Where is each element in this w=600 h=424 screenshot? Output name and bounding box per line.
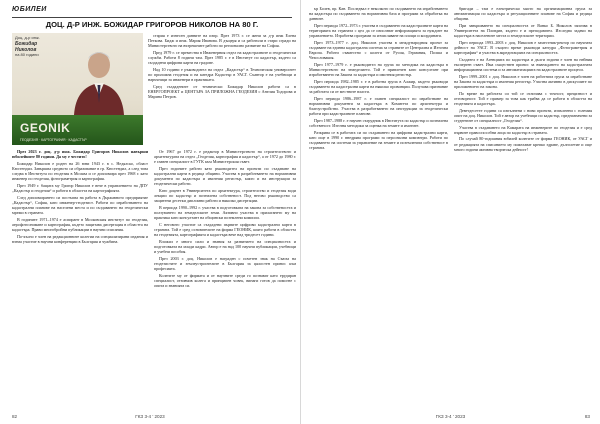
paragraph: През периода 1982–1985 г. е в работна група в Алжир, където ръководи създаването на кадастрални карти на няколко провинции. Получава признание за работата си от местните власти.: [309, 78, 448, 94]
right-col1: [309, 6, 448, 406]
paragraph: Сред създадените от технически Божидар Николов работи са в ЕНЕРГОПРОЕКТ и ЦЕНТЪРА ЗА ПРИЛОЖНА ГЕОДЕЗИЯ с Анелия Тодорова и Марина Петров.: [148, 83, 296, 99]
company-logo: [12, 115, 143, 145]
left-col1-lower: [12, 149, 148, 407]
paragraph: Като доцент в Университета по архитектура, строителство и геодезия води лекции по кадастър и поземлена собственост. Под негово ръководство са защитени десетки дипломни работи и няколко дисертации.: [154, 187, 296, 204]
paragraph: ър Болев, пр. Кан. Последвал е неколкото по създаването на изработването на кадастъра по създаването на нормативна база и програми за обработка на данните.: [309, 6, 448, 22]
paragraph: С неговото участие са създадени първите цифрови кадастрални карти в страната. Той е сред основателите на фирма ГЕОНИК, която работи в областта на геодезията, картографията и кадастъра вече над тридесет години.: [154, 221, 296, 237]
section-label: ЮБИЛЕИ: [12, 6, 47, 13]
paragraph: През 1973–1977 г. доц. Николов участва в международния проект за създаване на единна кадастрална система за страните от Централна и Източна Европа. Работи съвместно с колеги от Русия, Германия, Полша и Чехословакия.: [309, 39, 448, 61]
logo-wordmark: GEONIK: [20, 121, 71, 135]
section-divider: [12, 17, 292, 18]
paragraph: Участва в създаването на Камарата на инженерите по геодезия и е сред първите правоспособни лица по кадастър в страната.: [454, 124, 592, 135]
paragraph: През периода 1986–1987 г. е главен специалист по изработване на нормативни документи за кадастъра в Комитета по архитектура и благоустройство. Участва в разработването на инструкции за геодезически работи при кадастралните планове.: [309, 95, 448, 116]
paragraph: През 1987–1988 г. е научен сътрудник в Института по кадастър и поземлена собственост. Изготвя методики за оценка на земите и имотите.: [309, 117, 448, 128]
paragraph: През 1977–1979 г. е ръководител на група по методика на кадастъра в Министерството на земеделието. Той е привлечен като консултант при изработването на Закона за кадастъра и имотния регистър.: [309, 61, 448, 77]
paragraph: По време на работата си той се отличава с точност, прецизност и отговорност. Той е пример за това как трябва да се работи в областта на геодезията и кадастъра.: [454, 90, 592, 106]
journal-issue-left: ГКЗ 3-4 ’ 2023: [135, 414, 165, 419]
caption-prefix: Доц. д-р инж.: [15, 35, 40, 40]
paragraph-lead: През 2023 г. доц. д-р инж. Божидар Григоров Николов навърши юбилейните 80 години. Да му е честито!: [12, 149, 148, 160]
left-col2: [154, 149, 296, 407]
paragraph: През 2003 г. доц. Николов е награден с почетен знак на Съюза на геодезистите и землеустроителите в България за цялостен принос към професията.: [154, 255, 296, 271]
right-col2: [454, 6, 592, 406]
paragraph: През периода 1972–1973 г. участва в създаването на кадастралните карти на територията на страната с цел да се използват информацията за нуждите на управлението. Изработва програми за изчисляване на площи и координати.: [309, 22, 448, 39]
paragraph: В периода 1990–1992 г. участва в подготовката на закона за собствеността и ползуването на земеделските земи. Активно участва в прилагането му на практика като консултант на общински поземлени комисии.: [154, 204, 296, 220]
paragraph: Създател е на Агенцията по кадастъра и дълги години е член на нейния експертен съвет. Има съществен принос за въвеждането на кадастралната информационна система и за автоматизацията на кадастралните процеси.: [454, 56, 592, 72]
paragraph: По-късно е член на редакционните колегии на специализирани издания и взема участие в научни конференции в България и чужбина.: [12, 233, 148, 244]
left-col1-upper: [148, 33, 296, 145]
portrait-figure: [70, 43, 128, 115]
logo-tagline: ГЕОДЕЗИЯ · КАРТОГРАФИЯ · КАДАСТЪР: [20, 138, 87, 142]
paragraph: По случай 80-годишния юбилей колегите от фирма ГЕОНИК, от УАСГ и от редакцията на списанието му пожелават крепко здраве, дълголетие и още много години активна творческа дейност!: [454, 136, 592, 152]
paragraph: След дипломирането си постъпва на работа в Държавното предприятие „Кадастър“, София, като инженер-геодезист. Работи по изработването на кадастрални планове на населени места и по създаването на геодезически мрежи в страната.: [12, 194, 148, 215]
page-number-left: 82: [12, 414, 18, 419]
journal-issue-right: ГКЗ 3-4 ’ 2023: [435, 414, 466, 419]
page-number-right: 83: [584, 414, 590, 419]
paragraph: Над 10 години е ръководител на отдел „Кадастър“ в Техническия университет по приложна геодезия и на катедра Кадастър в УАСГ. Съавтор е на учебници и наръчници за инженери в практиката.: [148, 66, 296, 82]
paragraph: стария е изнесен данните на изпр. През 1973 г. се жени за д-р инж Елена Петкова. Бидж и инж. Мария Иванова. В дъщеря и са работили в стари сгради на Министерството на вътрешните работи по регионално развитие на София.: [148, 33, 296, 49]
paragraph: От 1967 до 1972 г. е редактор в Министерството на строителството и архитектурата на отдел „Геодезия, картография и кадастър“, а от 1972 до 1980 г. е главен специалист в ГУГК към Министерския съвет.: [154, 149, 296, 165]
paragraph: бригади – там е електрическо място на организационна група за автоматизация по кадастъра и регулационните планове на София и редица общини.: [454, 6, 592, 22]
paragraph: През периода 1993–2003 г. доц. Николов е заместник-ректор по научната дейност на УАСГ. В същото време ръководи катедра „Фотограметрия и картография“ и участва в акредитацията на специалността.: [454, 39, 592, 55]
paragraph: Пред 1979 г. се премества в Инженерния отдел на кадастралните и геодезически служби. Работи 8 години там. През 1985 г. е в Институт по кадастър, където са създадени цифрови карти на градове.: [148, 49, 296, 66]
photo-caption: [15, 36, 59, 57]
caption-name: Божидар Николов: [15, 40, 38, 53]
paragraph: Разкрива се в работата си по създаването на цифрови кадастрални карти, като още в 1990 г. внедрява програми за персонални компютри. Работи по създаването на системи за управление на земите и поземлената собственост в страната.: [309, 129, 448, 150]
paragraph: В годините 1971–1974 е аспирант в Московския институт по геодезия, аерофотоснимане и картография, където защитава дисертация в областта на кадастъра. Прави многобройни публикации в научни списания.: [12, 216, 148, 232]
paragraph: Вложил е много сили и знания за развитието на специалността и подготовката на млади кадри. Автор е на над 100 научни публикации, учебници и учебни пособия.: [154, 238, 296, 254]
paragraph: През годините работи като ръководител на проекти по създаване на кадастрални карти в редица общини. Участва в разработването на нормативни документи по кадастъра и имотния регистър, както и на инструкции за геодезически работи.: [154, 165, 296, 187]
right-page: [301, 0, 600, 424]
paragraph: През 1949 г. бащата му Григор Николов е вече в управлението на ДПУ „Кадастър и геодезия“ и работи в областта на картографията.: [12, 182, 148, 193]
article-title: ДОЦ. Д-Р ИНЖ. БОЖИДАР ГРИГОРОВ НИКОЛОВ НА 80 Г.: [45, 20, 259, 29]
paragraph: При завършването на специалността от Ванко Б. Николов започва в Университета на Пловдив, където е и преподавател. Изследва задачи на кадастъра в населените места и земеделските територии.: [454, 22, 592, 39]
paragraph: През 1999–2001 г. доц. Николов е член на работната група за изработване на Закона за кадастъра и имотния регистър. Участва активно в дискусиите по приложението на закона.: [454, 73, 592, 89]
paragraph: Колегите му от фирмата и от научните среди го познават като ерудиран специалист, отзивчив колега и принципен човек, винаги готов да помогне с опита и знанията си.: [154, 272, 296, 288]
caption-suffix: на 80 години: [15, 51, 39, 57]
paragraph: Божидар Николов е роден на 26 юни 1943 г. в с. Недялско, област Кюстендил. Завършва средното си образование в гр. Кюстендил, а след това следва в Института по геодезия в Москва и се дипломира през 1968 г. като инженер по геодезия, фотограметрия и картография.: [12, 160, 148, 182]
paragraph: Деветдесетте години са изпълнени с нови проекти, изпълнени с големия опит на доц. Николов. Той е автор на учебници по кадастър, предназначени за студентите от специалност „Геодезия“.: [454, 107, 592, 123]
portrait-photo: [12, 33, 143, 145]
